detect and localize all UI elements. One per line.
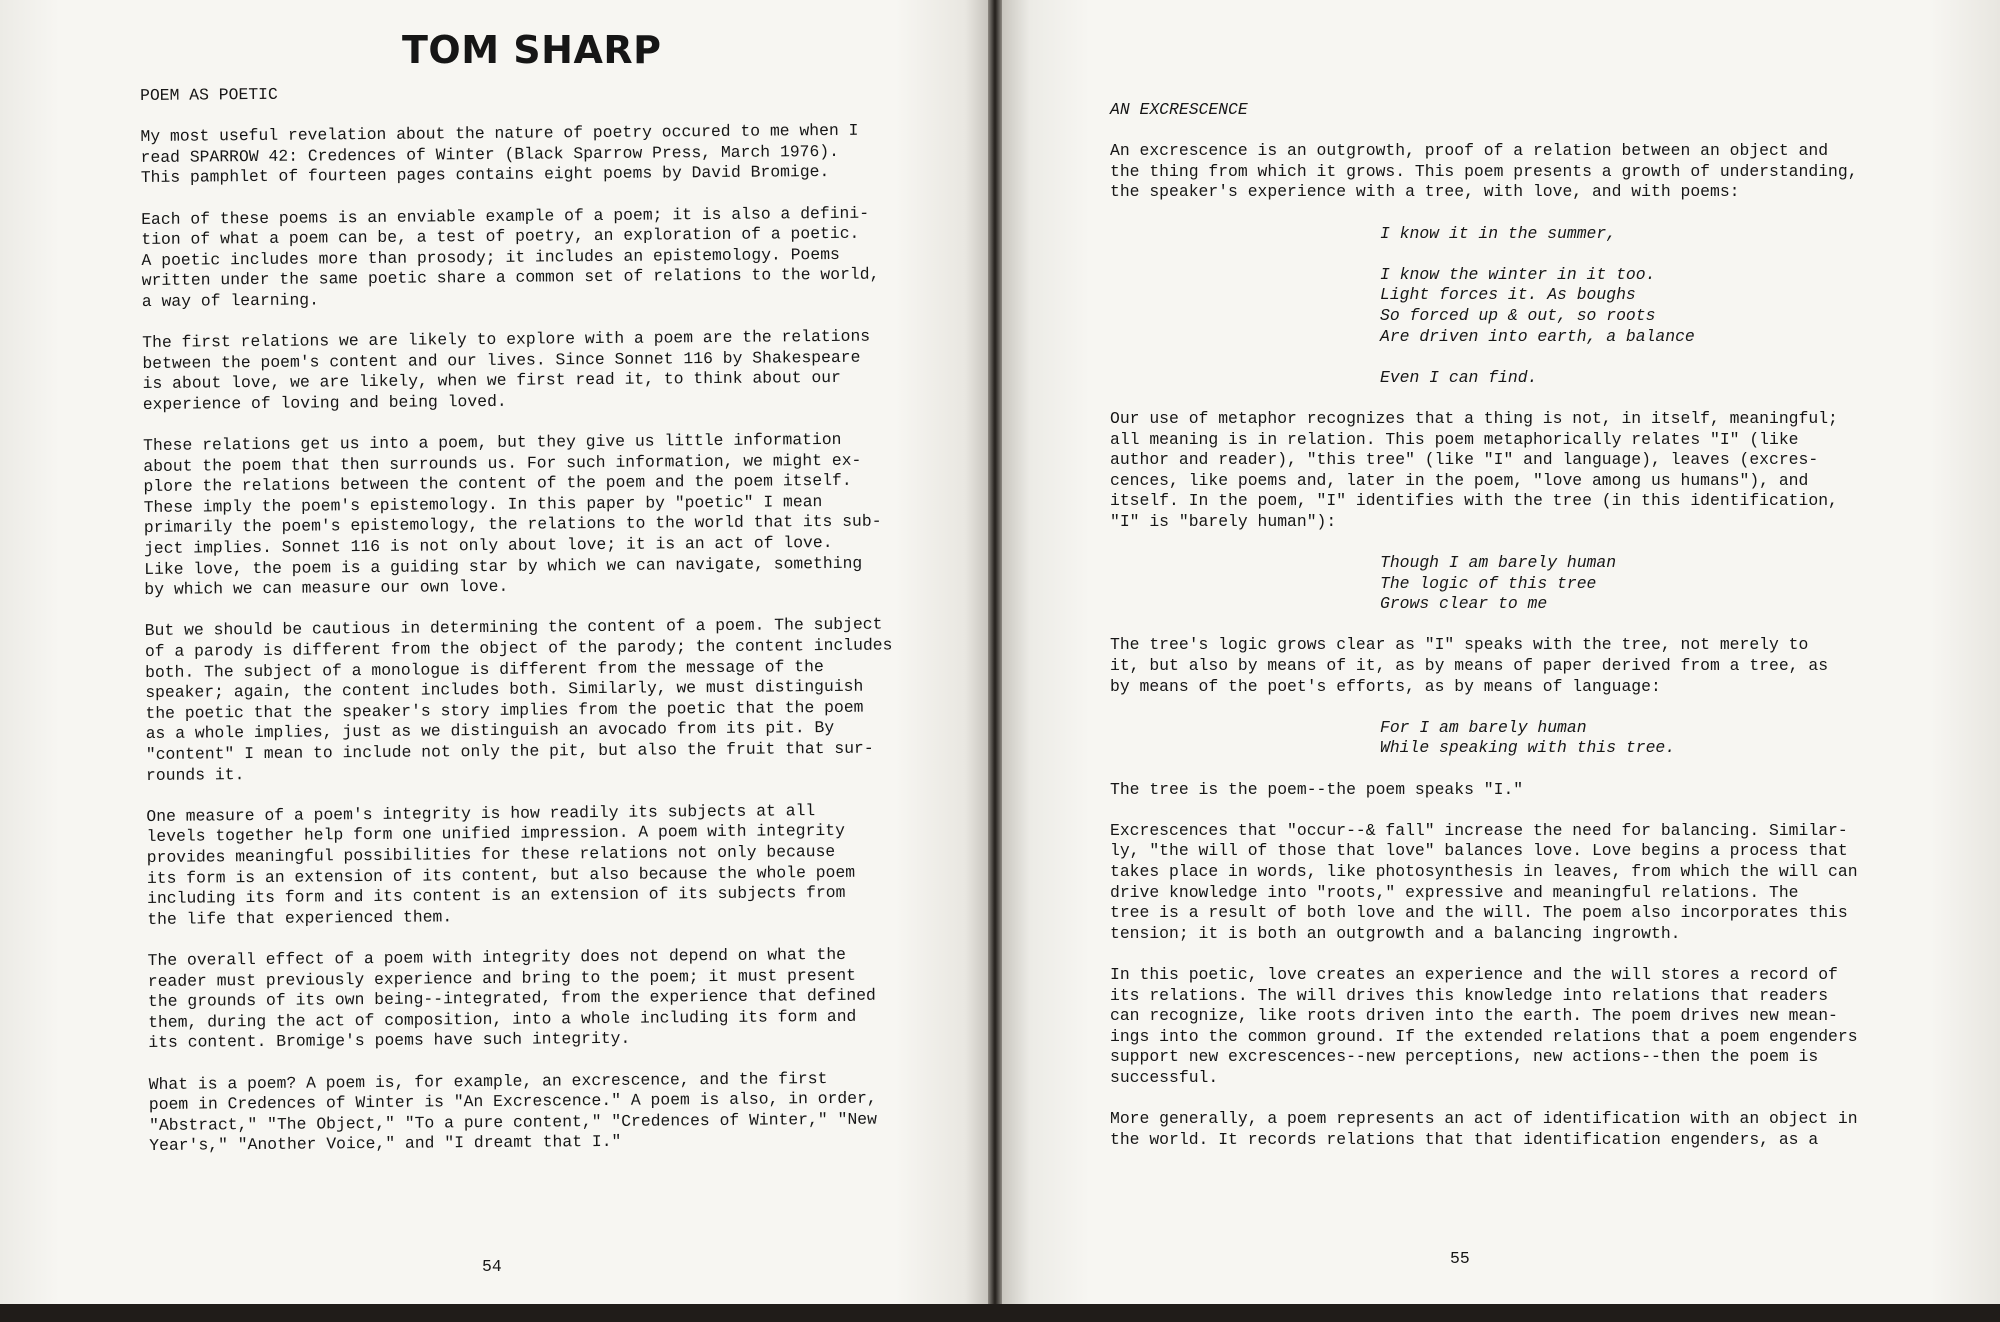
- paragraph: [143, 430, 892, 601]
- text-line: its content. Bromige's poems have such integrity.: [148, 1029, 631, 1053]
- text-line: [1380, 347, 1858, 368]
- text-line: For I am barely human: [1380, 717, 1587, 737]
- text-line: drive knowledge into "roots," expressive and meaningful relations. The: [1110, 882, 1799, 902]
- poem-quote: [1110, 224, 1858, 389]
- section-heading-poem-as-poetic: POEM AS POETIC: [140, 84, 278, 105]
- poem-quote: [1110, 718, 1858, 759]
- text-line: as a whole implies, just as we distinguish an avocado from its pit. By: [145, 718, 835, 744]
- text-line: reader must previously experience and bring to the poem; it must present: [147, 965, 857, 991]
- paragraph: [146, 800, 895, 930]
- text-line: A poetic includes more than prosody; it includes an epistemology. Poems: [141, 244, 840, 270]
- text-line: the thing from which it grows. This poem presents a growth of understanding,: [1110, 161, 1858, 181]
- text-line: by means of the poet's efforts, as by means of language:: [1110, 676, 1661, 696]
- left-page: [0, 0, 995, 1322]
- text-line: rounds it.: [145, 764, 245, 785]
- text-line: Light forces it. As boughs: [1380, 285, 1636, 305]
- text-line: Even I can find.: [1380, 367, 1538, 387]
- text-line: In this poetic, love creates an experience and the will stores a record of: [1110, 964, 1838, 984]
- left-page-text: [140, 79, 897, 1177]
- paragraph: [1110, 965, 1858, 1089]
- book-gutter: [988, 0, 1002, 1322]
- text-line: the grounds of its own being--integrated, from the experience that defined: [147, 985, 876, 1012]
- text-line: This pamphlet of fourteen pages contains eight poems by David Bromige.: [140, 162, 830, 188]
- text-line: read SPARROW 42: Credences of Winter (Black Sparrow Press, March 1976).: [140, 141, 840, 167]
- text-line: Grows clear to me: [1380, 594, 1548, 614]
- text-line: While speaking with this tree.: [1380, 738, 1676, 758]
- paragraph: [142, 327, 890, 416]
- text-line: tension; it is both an outgrowth and a balancing ingrowth.: [1110, 923, 1681, 943]
- page-number-right: 55: [1450, 1249, 1470, 1268]
- paragraph: [1110, 141, 1858, 203]
- paragraph: [1110, 635, 1858, 697]
- text-line: its relations. The will drives this knowledge into relations that readers: [1110, 985, 1829, 1005]
- text-line: support new excrescences--new perceptions, new actions--then the poem is: [1110, 1047, 1819, 1067]
- text-line: The tree is the poem--the poem speaks "I.": [1110, 779, 1524, 799]
- text-line: So forced up & out, so roots: [1380, 305, 1656, 325]
- text-line: the speaker's experience with a tree, with love, and with poems:: [1110, 182, 1740, 202]
- text-line: ings into the common ground. If the extended relations that a poem engenders: [1110, 1026, 1858, 1046]
- text-line: Are driven into earth, a balance: [1380, 326, 1695, 346]
- paragraph: [1110, 1109, 1858, 1150]
- author-title: TOM SHARP: [402, 28, 662, 72]
- text-line: ject implies. Sonnet 116 is not only about love; it is an act of love.: [143, 533, 833, 559]
- text-line: tion of what a poem can be, a test of poetry, an exploration of a poetic.: [141, 223, 860, 250]
- text-line: The logic of this tree: [1380, 573, 1597, 593]
- right-page: [1000, 0, 2000, 1322]
- text-line: Our use of metaphor recognizes that a thing is not, in itself, meaningful;: [1110, 408, 1838, 428]
- text-line: Like love, the poem is a guiding star by which we can navigate, something: [144, 553, 863, 579]
- text-line: "Abstract," "The Object," "To a pure content," "Credences of Winter," "New: [148, 1109, 877, 1135]
- text-line: More generally, a poem represents an act of identification with an object in: [1110, 1109, 1858, 1129]
- page-number-left: 54: [482, 1257, 502, 1276]
- text-line: a way of learning.: [141, 290, 320, 311]
- text-line: primarily the poem's epistemology, the relations to the world that its sub-: [143, 512, 882, 538]
- text-line: These relations get us into a poem, but they give us little information: [143, 429, 842, 456]
- text-line: poem in Credences of Winter is "An Excrescence." A poem is also, in order,: [148, 1088, 877, 1115]
- paragraph: [148, 944, 896, 1053]
- text-line: levels together help form one unified impression. A poem with integrity: [146, 821, 845, 847]
- left-paragraphs: [140, 121, 897, 1157]
- text-line: the world. It records relations that that identification engenders, as a: [1110, 1129, 1819, 1149]
- text-line: Each of these poems is an enviable example of a poem; it is also a defini-: [141, 203, 870, 229]
- paragraph: [145, 615, 894, 786]
- text-line: including its form and its content is an extension of its subjects from: [147, 883, 846, 909]
- paragraph: [1110, 409, 1858, 533]
- paragraph: [1110, 821, 1858, 945]
- text-line: tree is a result of both love and the will. The poem also incorporates this: [1110, 903, 1848, 923]
- paragraph: [141, 203, 889, 312]
- paragraph: [1110, 780, 1858, 801]
- text-line: of a parody is different from the object of the parody; the content includes: [144, 635, 893, 662]
- text-line: the poetic that the speaker's story implies from the poetic that the poem: [145, 697, 864, 723]
- text-line: I know the winter in it too.: [1380, 264, 1656, 284]
- text-line: I know it in the summer,: [1380, 223, 1617, 243]
- text-line: Excrescences that "occur--& fall" increase the need for balancing. Similar-: [1110, 820, 1848, 840]
- text-line: "content" I mean to include not only the pit, but also the fruit that sur-: [145, 738, 874, 764]
- text-line: takes place in words, like photosynthesis in leaves, from which the will can: [1110, 861, 1858, 881]
- text-line: An excrescence is an outgrowth, proof of a relation between an object and: [1110, 141, 1829, 161]
- text-line: plore the relations between the content of the poem and the poem itself.: [143, 471, 852, 497]
- right-page-text: [1110, 100, 1858, 1171]
- text-line: by which we can measure our own love.: [144, 577, 509, 600]
- text-line: Though I am barely human: [1380, 553, 1617, 573]
- text-line: experience of loving and being loved.: [142, 391, 507, 414]
- text-line: ly, "the will of those that love" balances love. Love begins a process that: [1110, 841, 1848, 861]
- paragraph: [140, 121, 888, 189]
- text-line: Year's," "Another Voice," and "I dreamt that I.": [149, 1132, 622, 1156]
- poem-quote: [1110, 553, 1858, 615]
- text-line: "I" is "barely human"):: [1110, 511, 1337, 531]
- text-line: about the poem that then surrounds us. For such information, we might ex-: [143, 450, 862, 476]
- text-line: itself. In the poem, "I" identifies with the tree (in this identification,: [1110, 491, 1838, 511]
- text-line: written under the same poetic share a common set of relations to the world,: [141, 264, 880, 291]
- text-line: between the poem's content and our lives. Since Sonnet 116 by Shakespeare: [142, 347, 861, 373]
- text-line: These imply the poem's epistemology. In this paper by "poetic" I mean: [143, 491, 823, 517]
- paragraph: [149, 1068, 897, 1157]
- text-line: One measure of a poem's integrity is how readily its subjects at all: [146, 800, 816, 826]
- text-line: What is a poem? A poem is, for example, an excrescence, and the first: [148, 1068, 828, 1094]
- text-line: But we should be cautious in determining the content of a poem. The subject: [144, 614, 883, 641]
- text-line: speaker; again, the content includes both. Similarly, we must distinguish: [145, 676, 864, 703]
- text-line: the life that experienced them.: [147, 907, 453, 929]
- text-line: [1380, 244, 1858, 265]
- bottom-edge: [0, 1304, 2000, 1322]
- text-line: can recognize, like roots driven into the earth. The poem drives new mean-: [1110, 1006, 1838, 1026]
- text-line: its form is an extension of its content, but also because the whole poem: [146, 862, 856, 888]
- text-line: The overall effect of a poem with integrity does not depend on what the: [147, 944, 847, 970]
- text-line: it, but also by means of it, as by means of paper derived from a tree, as: [1110, 656, 1829, 676]
- text-line: My most useful revelation about the nature of poetry occured to me when I: [140, 120, 859, 147]
- text-line: them, during the act of composition, into a whole including its form and: [148, 1006, 857, 1032]
- text-line: successful.: [1110, 1067, 1219, 1087]
- text-line: all meaning is in relation. This poem metaphorically relates "I" (like: [1110, 429, 1799, 449]
- right-blocks: [1110, 141, 1858, 1150]
- text-line: author and reader), "this tree" (like "I" and language), leaves (excres-: [1110, 450, 1819, 470]
- text-line: both. The subject of a monologue is different from the message of the: [145, 656, 824, 682]
- text-line: cences, like poems and, later in the poem, "love among us humans"), and: [1110, 470, 1809, 490]
- section-heading-an-excrescence: AN EXCRESCENCE: [1110, 100, 1248, 119]
- text-line: The tree's logic grows clear as "I" speaks with the tree, not merely to: [1110, 635, 1809, 655]
- text-line: The first relations we are likely to explore with a poem are the relations: [142, 326, 871, 353]
- text-line: is about love, we are likely, when we first read it, to think about our: [142, 368, 842, 394]
- text-line: provides meaningful possibilities for these relations not only because: [146, 841, 836, 867]
